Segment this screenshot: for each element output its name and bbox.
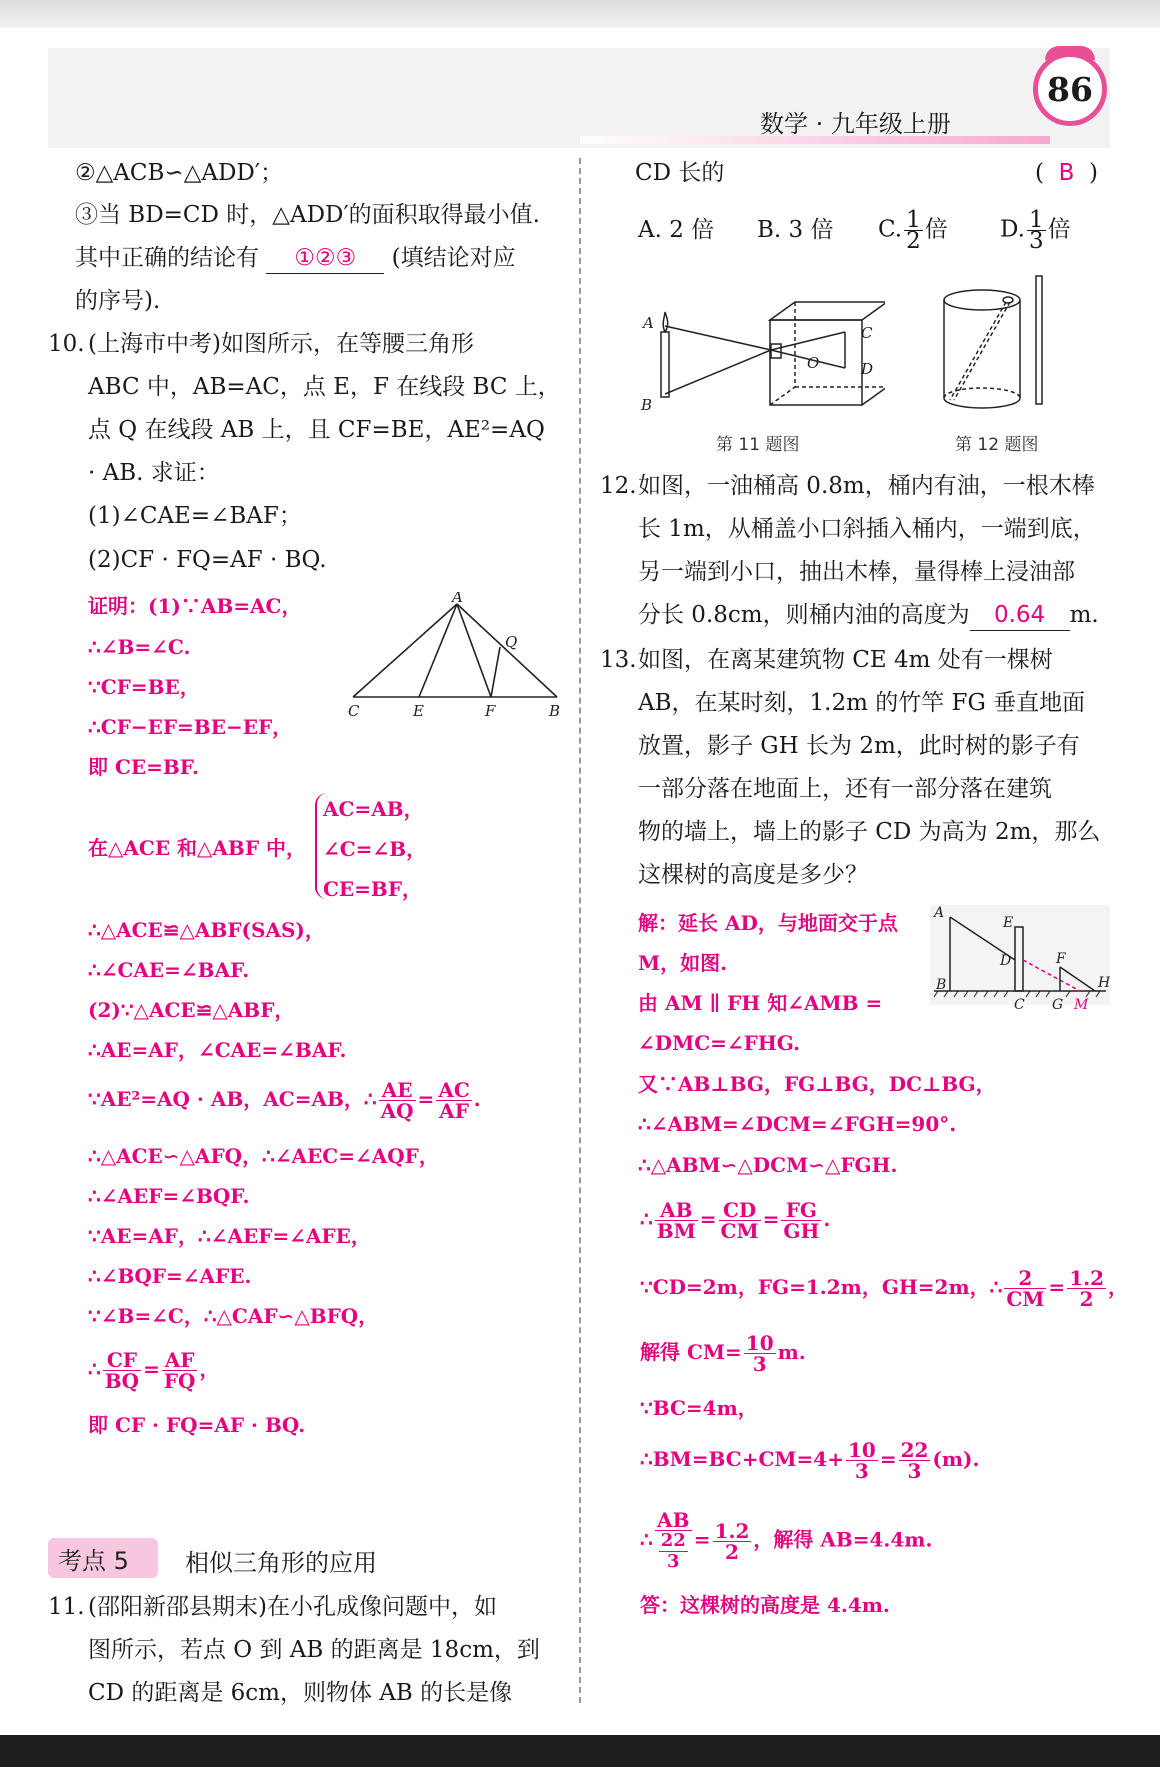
text-line: ABC 中，AB=AC，点 E，F 在线段 BC 上， <box>88 374 561 400</box>
text-span: ∵AE²=AQ · AB，AC=AB，∴ <box>88 1087 377 1111</box>
answer-blank: 0.64 <box>970 600 1070 631</box>
page-title: 数学 · 九年级上册 <box>760 110 951 138</box>
label-Q: Q <box>505 633 518 651</box>
solution-line: ∴∠BQF=∠AFE. <box>88 1264 252 1288</box>
solution-line: 在△ACE 和△ABF 中， <box>88 836 306 860</box>
text-line: AB，在某时刻，1.2m 的竹竿 FG 垂直地面 <box>638 690 1086 716</box>
question-number: 10. <box>48 331 85 357</box>
system-line: CE=BF， <box>323 877 423 901</box>
solution-line: ∴∠ABM=∠DCM=∠FGH=90°. <box>638 1112 957 1136</box>
solution-line: ∴CF−EF=BE−EF， <box>88 715 293 739</box>
solution-line: M，如图. <box>638 951 728 975</box>
solution-line: ∴AE=AF，∠CAE=∠BAF. <box>88 1038 347 1062</box>
fraction: $\frac{AE}{AQ}$ <box>380 1078 414 1123</box>
solution-line: ∴ $\frac{CF}{BQ}$ = $\frac{AF}{FQ}$ ， <box>88 1348 220 1393</box>
text-line: 另一端到小口，抽出木棒，量得棒上浸油部 <box>638 559 1075 585</box>
fraction: $\frac{CF}{BQ}$ <box>104 1348 140 1393</box>
fraction: $\frac{FG}{GH}$ <box>783 1198 820 1243</box>
label-F: F <box>1056 951 1066 967</box>
text-line: ②△ACB∽△ADD′； <box>75 160 284 186</box>
fraction: $\frac{22}{3}$ <box>660 1530 686 1572</box>
text-span: 其中正确的结论有 <box>75 245 259 271</box>
bottom-bar <box>0 1735 1160 1767</box>
fraction: $\frac{1}{3}$ <box>1028 207 1044 254</box>
label-A: A <box>452 592 463 606</box>
label-E: E <box>1003 915 1014 931</box>
fraction: $\frac{10}{3}$ <box>745 1331 774 1376</box>
solution-line: ∵CF=BE， <box>88 675 200 699</box>
question-number: 12. <box>600 473 637 499</box>
text-line: CD 的距离是 6cm，则物体 AB 的长是像 <box>88 1680 513 1706</box>
answer-blank: ①②③ <box>266 243 384 274</box>
fraction: $\frac{10}{3}$ <box>847 1438 876 1483</box>
section-title: 相似三角形的应用 <box>185 1549 377 1577</box>
solution-line: 又∵AB⊥BG，FG⊥BG，DC⊥BG， <box>638 1072 996 1096</box>
solution-line: ∵AE²=AQ · AB，AC=AB，∴ $\frac{AE}{AQ}$ = $\frac{AC}{AF}$ . <box>88 1078 481 1123</box>
solution-line: ∴∠CAE=∠BAF. <box>88 958 250 982</box>
fraction: $\frac{AB}{\frac{22}{3}}$ <box>655 1510 692 1572</box>
text-line: (1)∠CAE=∠BAF； <box>88 503 302 529</box>
pinhole-figure <box>635 290 885 415</box>
solution-line: ∴ $\frac{AB}{BM}$ = $\frac{CD}{CM}$ = $\frac{FG}{GH}$ . <box>640 1198 831 1243</box>
text-line: (上海市中考)如图所示，在等腰三角形 <box>88 331 474 357</box>
text-line: (2)CF · FQ=AF · BQ. <box>88 547 327 573</box>
solution-line: ∵∠B=∠C，∴△CAF∽△BFQ， <box>88 1304 379 1328</box>
label-B: B <box>936 977 947 993</box>
label-M: M <box>1074 997 1089 1013</box>
label-C: C <box>861 324 873 342</box>
solution-line: 即 CF · FQ=AF · BQ. <box>88 1413 306 1437</box>
text-line: ③当 BD=CD 时，△ADD′的面积取得最小值. <box>75 202 540 228</box>
answer-choice: B <box>1058 160 1075 186</box>
text-line <box>75 243 516 274</box>
solution-line: 即 CE=BF. <box>88 755 199 779</box>
solution-line: ∴∠B=∠C. <box>88 635 191 659</box>
solution-line: ∠DMC=∠FHG. <box>638 1031 801 1055</box>
triangle-figure <box>345 592 570 722</box>
label-B: B <box>549 702 561 720</box>
answer-bracket: ( B ) <box>1035 160 1098 186</box>
section-badge-label: 考点 5 <box>58 1547 129 1575</box>
text-line: 点 Q 在线段 AB 上，且 CF=BE，AE²=AQ <box>88 417 545 443</box>
top-bar <box>0 0 1160 28</box>
answer-line: 答：这棵树的高度是 4.4m. <box>640 1593 890 1617</box>
label-C: C <box>1014 997 1025 1013</box>
fraction: $\frac{1.2}{2}$ <box>714 1518 750 1564</box>
text-line: 如图，在离某建筑物 CE 4m 处有一棵树 <box>638 647 1053 673</box>
fraction: $\frac{22}{3}$ <box>900 1438 929 1483</box>
column-divider <box>579 158 581 1703</box>
question-number: 11. <box>48 1594 85 1620</box>
text-line: 分长 0.8cm，则桶内油的高度为 0.64 m. <box>638 600 1099 631</box>
figure-caption: 第 11 题图 <box>716 435 800 455</box>
barrel-figure <box>940 270 1050 415</box>
text-line: 一部分落在地面上，还有一部分落在建筑 <box>638 776 1052 802</box>
label-A: A <box>934 905 945 921</box>
option-d: D. $\frac{1}{3}$ 倍 <box>1000 207 1071 254</box>
question-number: 13. <box>600 647 637 673</box>
fraction: $\frac{2}{CM}$ <box>1006 1266 1045 1311</box>
text-line: (邵阳新邵县期末)在小孔成像问题中，如 <box>88 1594 497 1620</box>
fraction: $\frac{1.2}{2}$ <box>1069 1266 1104 1311</box>
label-B: B <box>641 396 653 414</box>
solution-line: ∴△ABM∽△DCM∽△FGH. <box>638 1153 898 1177</box>
solution-line: ∵BC=4m， <box>640 1396 758 1420</box>
label-G: G <box>1052 997 1064 1013</box>
label-O: O <box>807 354 820 372</box>
text-line: · AB. 求证： <box>88 460 220 486</box>
solution-line: 证明：(1)∵AB=AC， <box>88 594 302 618</box>
fraction: $\frac{1}{2}$ <box>906 207 921 254</box>
text-line: CD 长的 <box>635 160 725 186</box>
solution-line: ∵CD=2m，FG=1.2m，GH=2m，∴ $\frac{2}{CM}$ = $\frac{1.2}{2}$ ， <box>640 1266 1128 1311</box>
fraction: $\frac{AC}{AF}$ <box>438 1078 470 1123</box>
label-C: C <box>348 702 360 720</box>
text-line: 如图，一油桶高 0.8m，桶内有油，一根木棒 <box>638 473 1095 499</box>
text-line: 物的墙上，墙上的影子 CD 为高为 2m，那么 <box>638 819 1101 845</box>
solution-line: ∴∠AEF=∠BQF. <box>88 1184 250 1208</box>
system-line: ∠C=∠B， <box>323 837 427 861</box>
system-line: AC=AB， <box>323 797 424 821</box>
option-b: B. 3 倍 <box>757 217 834 243</box>
figure-caption: 第 12 题图 <box>955 435 1039 455</box>
solution-line: 解：延长 AD，与地面交于点 <box>638 911 898 935</box>
solution-line: ∴△ACE≌△ABF(SAS)， <box>88 918 325 942</box>
fraction: $\frac{CD}{CM}$ <box>720 1198 759 1243</box>
label-E: E <box>413 702 424 720</box>
label-A: A <box>643 314 654 332</box>
option-a: A. 2 倍 <box>638 217 715 243</box>
solution-line: ∴△ACE∽△AFQ，∴∠AEC=∠AQF， <box>88 1144 439 1168</box>
solution-line: 由 AM ∥ FH 知∠AMB = <box>638 991 883 1015</box>
label-H: H <box>1098 975 1110 991</box>
label-F: F <box>485 702 496 720</box>
text-span: (填结论对应 <box>391 245 516 271</box>
solution-line: (2)∵△ACE≌△ABF， <box>88 998 295 1022</box>
solution-line: ∵AE=AF，∴∠AEF=∠AFE， <box>88 1224 371 1248</box>
text-line: 放置，影子 GH 长为 2m，此时树的影子有 <box>638 733 1080 759</box>
fraction: $\frac{AF}{FQ}$ <box>163 1348 196 1393</box>
label-D: D <box>1000 953 1012 969</box>
solution-line: ∴ $\frac{AB}{\frac{22}{3}}$ = $\frac{1.2}{2}$ ，解得 AB=4.4m. <box>640 1508 933 1572</box>
solution-line: 解得 CM= $\frac{10}{3}$ m. <box>640 1331 806 1376</box>
text-line: 图所示，若点 O 到 AB 的距离是 18cm，到 <box>88 1637 540 1663</box>
option-c: C. $\frac{1}{2}$ 倍 <box>878 207 948 254</box>
tree-shadow-figure <box>930 905 1110 1015</box>
text-line: 的序号). <box>75 288 161 314</box>
fraction: $\frac{AB}{BM}$ <box>656 1198 696 1243</box>
page-number-badge: 86 <box>1033 52 1107 126</box>
text-line: 这棵树的高度是多少？ <box>638 862 868 888</box>
text-line: 长 1m，从桶盖小口斜插入桶内，一端到底， <box>638 516 1096 542</box>
label-D: D <box>861 360 874 378</box>
solution-line: ∴BM=BC+CM=4+ $\frac{10}{3}$ = $\frac{22}{3}$ (m). <box>640 1438 980 1483</box>
